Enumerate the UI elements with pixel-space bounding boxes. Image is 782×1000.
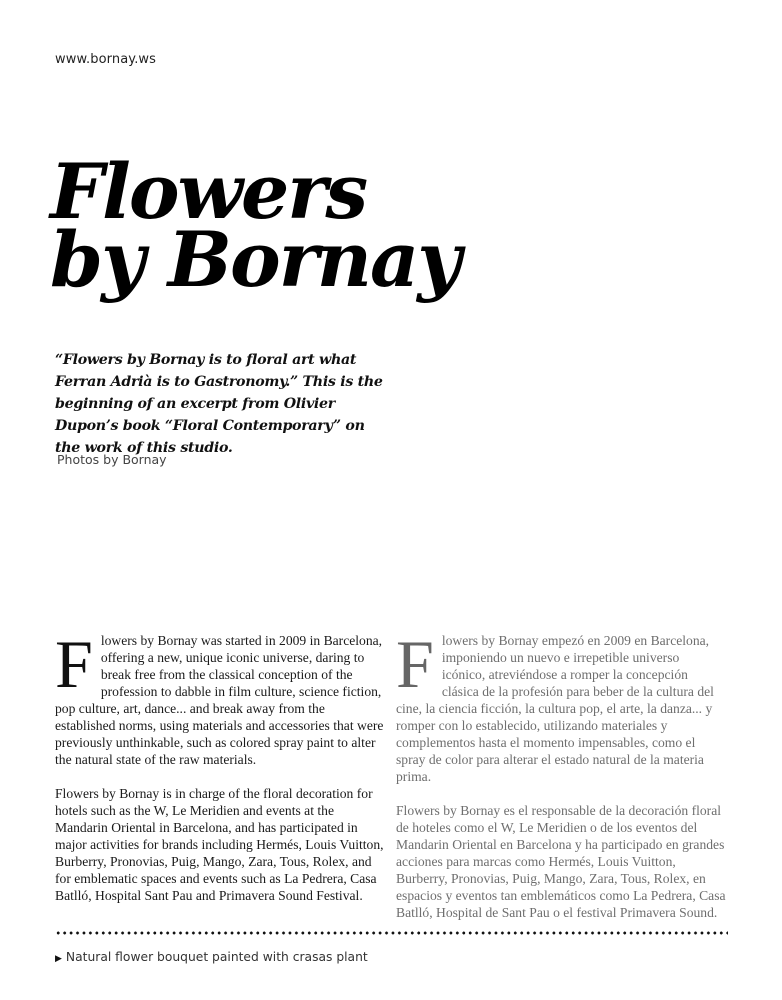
photo-caption — [55, 950, 368, 964]
intro-quote: “Flowers by Bornay is to floral art what Ferran Adrià is to Gastronomy.” This is the beginning of an excerpt from Olivier Dupon’s book “Floral Contemporary” on the work of this studio. — [55, 352, 383, 456]
caption-text: Natural flower bouquet painted with crasas plant — [65, 950, 368, 964]
english-column — [55, 626, 385, 921]
english-paragraph-2: Flowers by Bornay is in charge of the floral decoration for hotels such as the W, Le Meridien and events at the Mandarin Oriental in Barcelona, and has participated in major activities for brands including Hermés, Louis Vuitton, Burberry, Pronovias, Puig, Mango, Zara, Tous, Rolex, and for emblematic spaces and events such as La Pedrera, Casa Batlló, Hospital Sant Pau and Primavera Sound Festival. — [55, 786, 384, 903]
photo-credit: Photos by Bornay — [57, 452, 167, 467]
english-paragraph-1 — [55, 626, 385, 768]
spanish-paragraph-2: Flowers by Bornay es el responsable de la decoración floral de hoteles como el W, Le Meridien o de los eventos del Mandarin Oriental en Barcelona y ha participado en grandes acciones para marcas como Hermés, Louis Vuitton, Burberry, Pronovias, Puig, Mango, Zara, Tous, Rolex, en espacios y eventos tan emblemáticos como La Pedrera, Casa Batlló, Hospital de Sant Pau o el festival Primavera Sound. — [396, 803, 726, 920]
page-title — [50, 147, 510, 304]
spanish-paragraph-1-text: lowers by Bornay empezó en 2009 en Barcelona, imponiendo un nuevo e irrepetible universo icónico, atreviéndose a romper la concepción clásica de la profesión para beber de la cultura del cine, la ciencia ficción, la cultura pop, el arte, la danza... y romper con lo establecido, utilizando materiales y complementos hasta el momento impensables, como el spray de color para alterar el estado natural de la materia prima. — [396, 633, 714, 784]
title-line-1: Flowers — [50, 147, 367, 236]
website-url: www.bornay.ws — [55, 52, 157, 67]
dotted-divider — [55, 931, 728, 935]
spanish-column — [396, 626, 726, 938]
spanish-dropcap: F — [396, 626, 434, 702]
spanish-paragraph-1 — [396, 626, 726, 785]
english-paragraph-1-text: lowers by Bornay was started in 2009 in Barcelona, offering a new, unique iconic universe, daring to break free from the classical conception of the profession to dabble in film culture, science fiction, pop culture, art, dance... and break away from the established norms, using materials and accessories that were previously unthinkable, such as colored spray paint to alter the natural state of the raw materials. — [55, 633, 384, 767]
title-line-2: by Bornay — [50, 215, 460, 304]
english-dropcap: F — [55, 626, 93, 702]
triangle-right-icon: ▶ — [55, 954, 62, 964]
